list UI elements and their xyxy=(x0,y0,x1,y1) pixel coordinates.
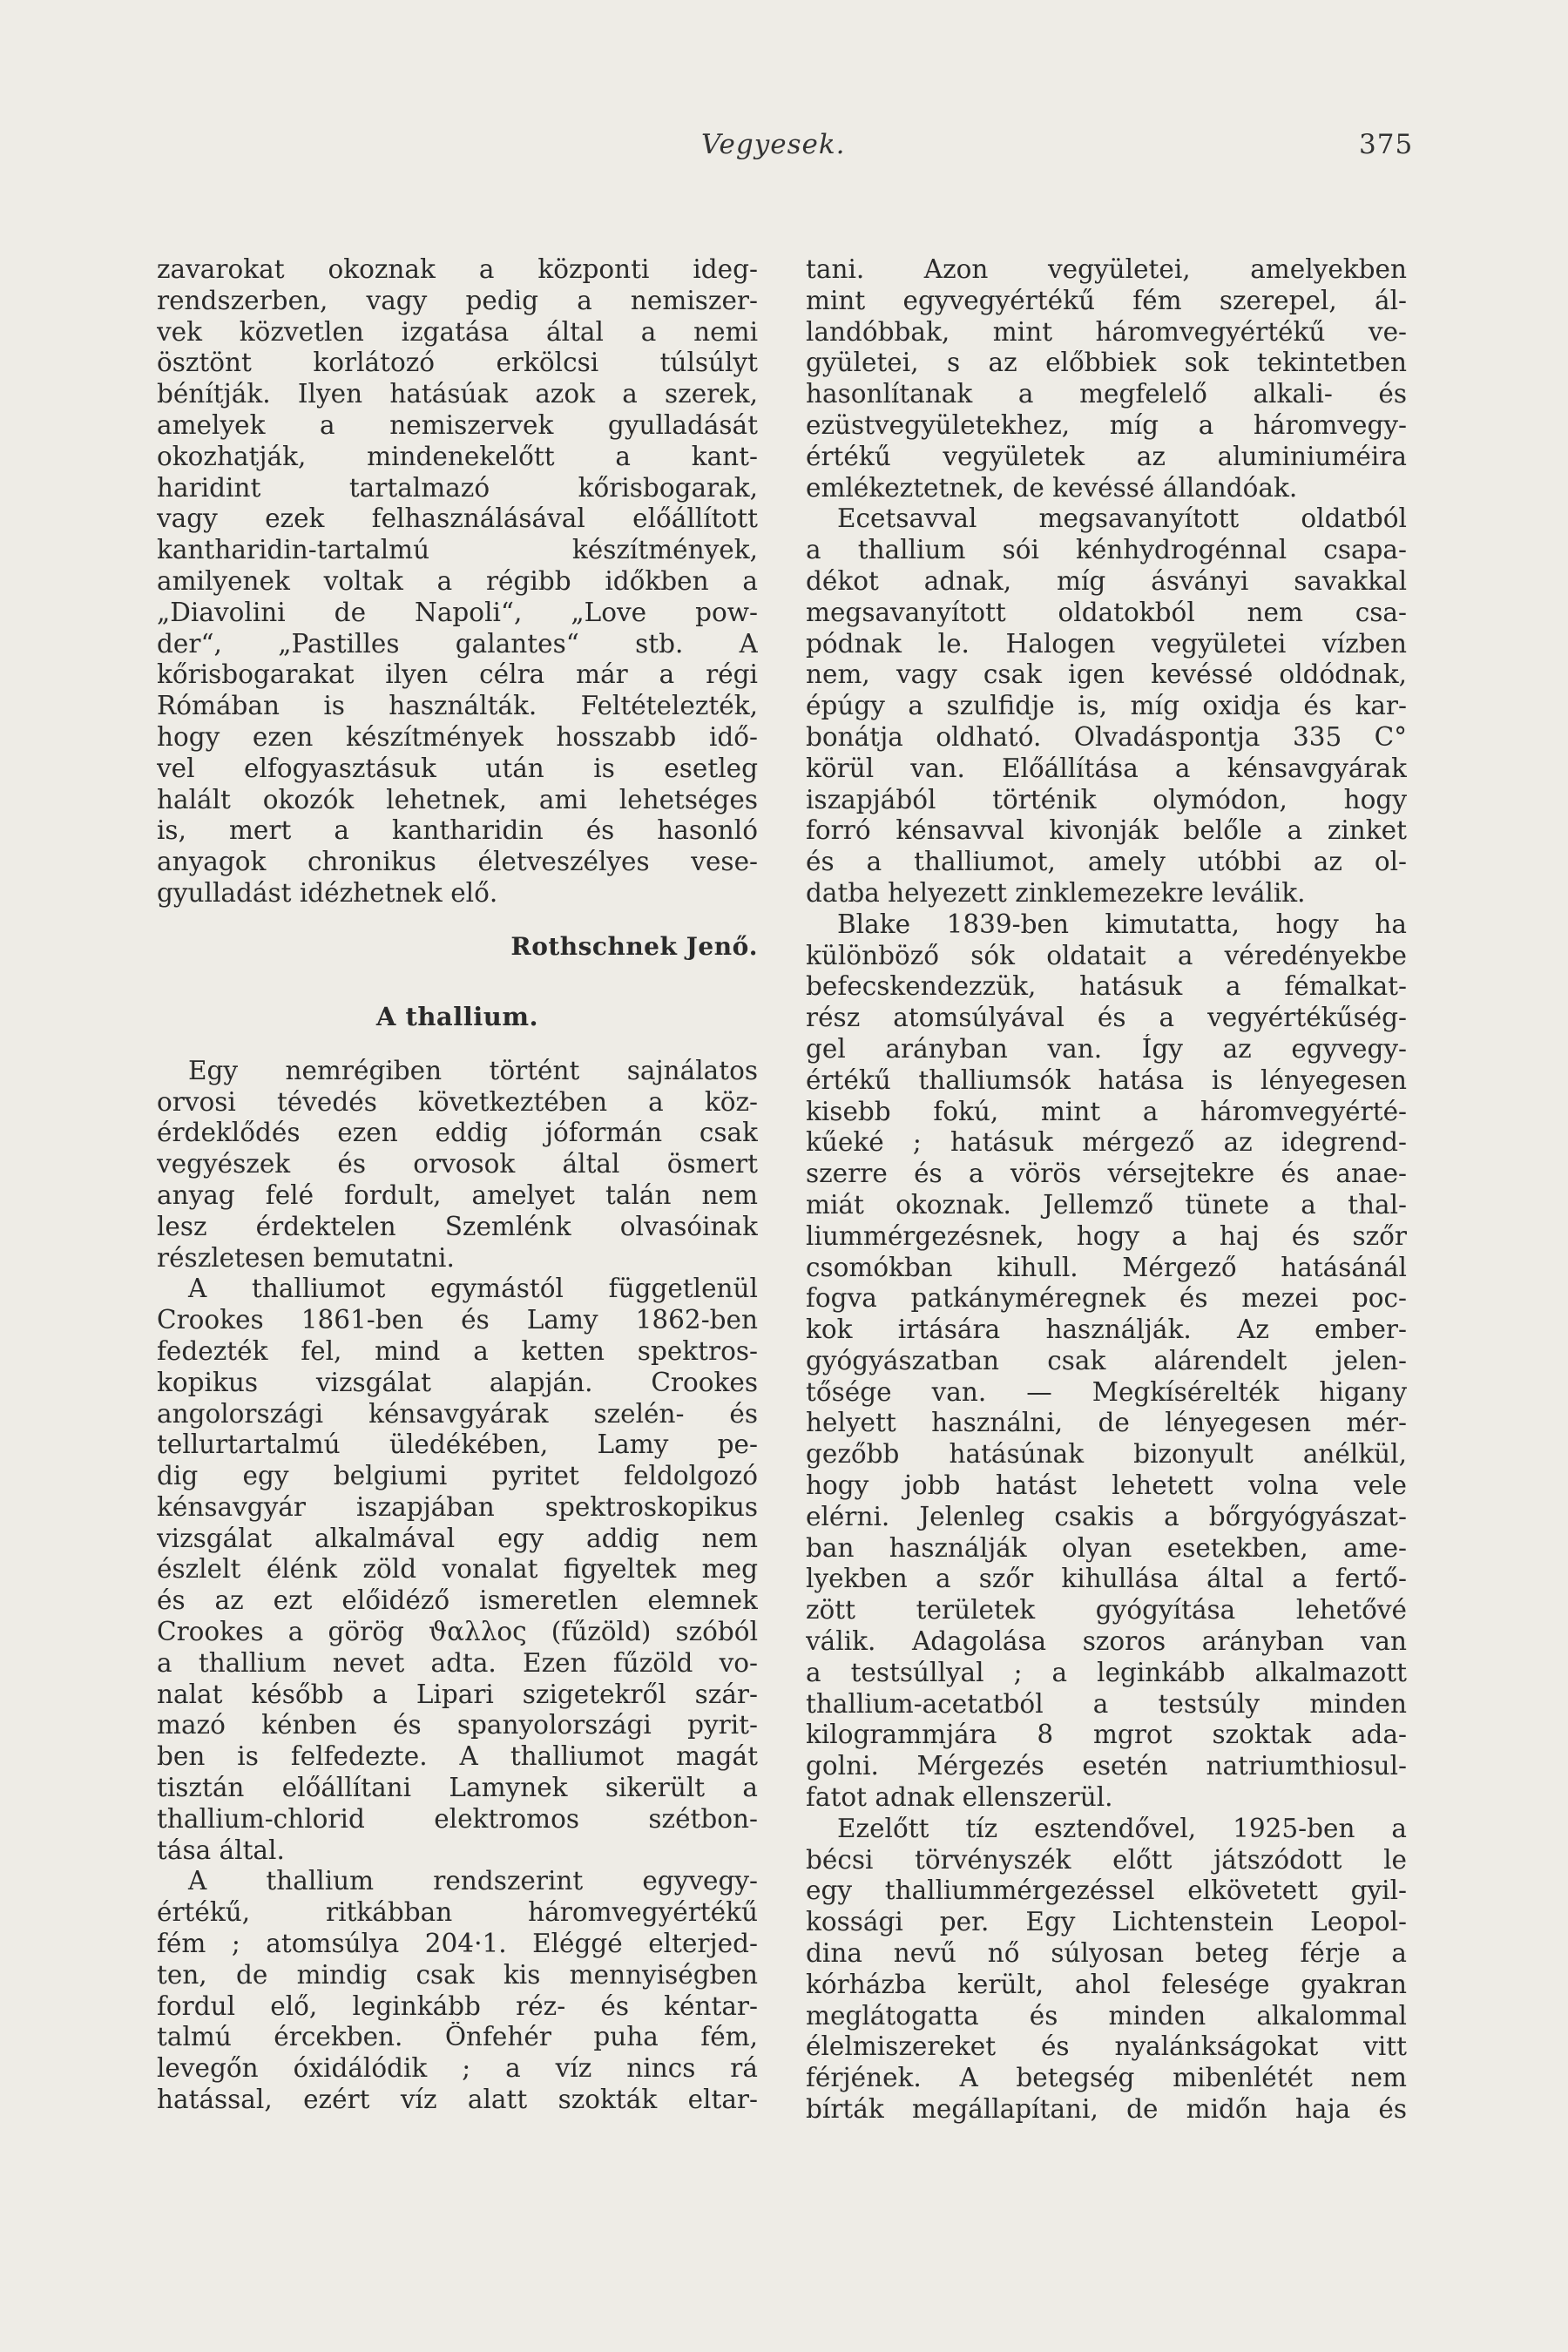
text-line: vagy ezek felhasználásával előállított xyxy=(157,504,758,534)
text-line: dina nevű nő súlyosan beteg férje a xyxy=(806,1938,1407,1969)
text-line: kilogrammjára 8 mgrot szoktak ada- xyxy=(806,1720,1407,1750)
text-line: hogy jobb hatást lehetett volna vele xyxy=(806,1470,1407,1501)
text-line: nalat később a Lipari szigetekről szár- xyxy=(157,1679,758,1709)
text-line: csomókban kihull. Mérgező hatásánál xyxy=(806,1252,1407,1282)
text-line: Rómában is használták. Feltételezték, xyxy=(157,691,758,721)
text-line: mazó kénben és spanyolországi pyrit- xyxy=(157,1710,758,1740)
paragraph xyxy=(157,1056,758,1274)
text-line: Blake 1839-ben kimutatta, hogy ha xyxy=(837,909,1407,939)
text-line: részletesen bemutatni. xyxy=(157,1242,455,1273)
text-line: befecskendezzük, hatásuk a fémalkat- xyxy=(806,971,1407,1002)
text-line: fordul elő, leginkább réz- és kéntar- xyxy=(157,1990,758,2021)
text-line: élelmiszereket és nyalánkságokat vitt xyxy=(806,2031,1407,2062)
text-line: kopikus vizsgálat alapján. Crookes xyxy=(157,1367,758,1397)
text-line: kénsavgyár iszapjában spektroskopikus xyxy=(157,1491,758,1522)
text-line: emlékeztetnek, de kevéssé állandóak. xyxy=(806,472,1298,503)
text-line: is, mert a kantharidin és hasonló xyxy=(157,815,758,846)
text-line: gyületei, s az előbbiek sok tekintetben xyxy=(806,348,1407,378)
text-line: vizsgálat alkalmával egy addig nem xyxy=(157,1523,758,1553)
text-line: értékű vegyületek az aluminiuméira xyxy=(806,441,1407,471)
text-line: gyulladást idézhetnek elő. xyxy=(157,877,498,908)
text-line: dig egy belgiumi pyritet feldolgozó xyxy=(157,1461,758,1491)
text-line: ezüstvegyületekhez, míg a háromvegy- xyxy=(806,409,1407,440)
text-line: dékot adnak, míg ásványi savakkal xyxy=(806,565,1407,596)
text-line: értékű thalliumsók hatása is lényegesen xyxy=(806,1064,1407,1095)
text-line: A thallium rendszerint egyvegy- xyxy=(188,1866,758,1896)
text-line: fedezték fel, mind a ketten spektros- xyxy=(157,1335,758,1366)
text-line: vek közvetlen izgatása által a nemi xyxy=(157,316,758,347)
text-line: válik. Adagolása szoros arányban van xyxy=(806,1626,1407,1657)
text-line: a thallium sói kénhydrogénnal csapa- xyxy=(806,535,1407,565)
text-line: meglátogatta és minden alkalommal xyxy=(806,2000,1407,2031)
text-line: haridint tartalmazó kőrisbogarak, xyxy=(157,472,758,503)
text-line: ösztönt korlátozó erkölcsi túlsúlyt xyxy=(157,348,758,378)
text-line: bénítják. Ilyen hatásúak azok a szerek, xyxy=(157,379,758,409)
text-line: miát okoznak. Jellemző tünete a thal- xyxy=(806,1189,1407,1220)
text-line: kórházba került, ahol felesége gyakran xyxy=(806,1969,1407,1999)
text-line: gel arányban van. Így az egyvegy- xyxy=(806,1033,1407,1064)
text-line: lyekben a szőr kihullása által a fertő- xyxy=(806,1564,1407,1594)
text-line: thallium-chlorid elektromos szétbon- xyxy=(157,1803,758,1834)
text-line: bonátja oldható. Olvadáspontja 335 C° xyxy=(806,721,1407,752)
text-line: datba helyezett zinklemezekre leválik. xyxy=(806,877,1306,908)
paragraph xyxy=(157,1274,758,1866)
text-line: kűeké ; hatásuk mérgező az idegrend- xyxy=(806,1127,1407,1158)
text-line: észlelt élénk zöld vonalat figyeltek meg xyxy=(157,1554,758,1585)
paragraph xyxy=(806,1814,1407,2126)
page-number: 375 xyxy=(1359,129,1414,160)
text-line: „Diavolini de Napoli“, „Love pow- xyxy=(157,597,758,627)
paragraph xyxy=(806,504,1407,909)
text-line: elérni. Jelenleg csakis a bőrgyógyászat- xyxy=(806,1501,1407,1531)
text-line: bécsi törvényszék előtt játszódott le xyxy=(806,1844,1407,1875)
text-line: és a thalliumot, amely utóbbi az ol- xyxy=(806,847,1407,877)
text-line: kok irtására használják. Az ember- xyxy=(806,1315,1407,1345)
text-line: iszapjából történik olymódon, hogy xyxy=(806,784,1407,814)
text-line: helyett használni, de lényegesen mér- xyxy=(806,1408,1407,1438)
paragraph xyxy=(806,909,1407,1814)
text-line: kossági per. Egy Lichtenstein Leopol- xyxy=(806,1907,1407,1937)
text-line: kőrisbogarakat ilyen célra már a régi xyxy=(157,659,758,690)
text-line: tősége van. — Megkísérelték higany xyxy=(806,1376,1407,1407)
text-line: vel elfogyasztásuk után is esetleg xyxy=(157,753,758,783)
text-line: és az ezt előidéző ismeretlen elemnek xyxy=(157,1585,758,1616)
text-line: hogy ezen készítmények hosszabb idő- xyxy=(157,721,758,752)
text-line: fogva patkányméregnek és mezei poc- xyxy=(806,1283,1407,1314)
text-line: landóbbak, mint háromvegyértékű ve- xyxy=(806,316,1407,347)
text-line: halált okozók lehetnek, ami lehetséges xyxy=(157,784,758,814)
text-line: különböző sók oldatait a véredényekbe xyxy=(806,940,1407,970)
text-line: anyagok chronikus életveszélyes vese- xyxy=(157,847,758,877)
text-line: lesz érdektelen Szemlénk olvasóinak xyxy=(157,1211,758,1241)
text-line: der“, „Pastilles galantes“ stb. A xyxy=(157,628,758,659)
text-line: hasonlítanak a megfelelő alkali- és xyxy=(806,379,1407,409)
text-line: zött területek gyógyítása lehetővé xyxy=(806,1595,1407,1625)
text-line: tisztán előállítani Lamynek sikerült a xyxy=(157,1773,758,1803)
text-line: zavarokat okoznak a központi ideg- xyxy=(157,254,758,284)
text-line: értékű, ritkábban háromvegyértékű xyxy=(157,1897,758,1928)
text-line: szerre és a vörös vérsejtekre és anae- xyxy=(806,1159,1407,1189)
text-line: levegőn óxidálódik ; a víz nincs rá xyxy=(157,2053,758,2084)
text-line: thallium-acetatból a testsúly minden xyxy=(806,1688,1407,1719)
text-line: liummérgezésnek, hogy a haj és szőr xyxy=(806,1220,1407,1251)
text-line: vegyészek és orvosok által ösmert xyxy=(157,1149,758,1179)
right-column xyxy=(806,254,1407,2126)
text-line: hatással, ezért víz alatt szokták eltar- xyxy=(157,2085,758,2115)
text-line: rész atomsúlyával és a vegyértékűség- xyxy=(806,1003,1407,1033)
text-line: kantharidin-tartalmú készítmények, xyxy=(157,535,758,565)
text-line: amelyek a nemiszervek gyulladását xyxy=(157,409,758,440)
text-line: Egy nemrégiben történt sajnálatos xyxy=(188,1055,758,1085)
text-line: ban használják olyan esetekben, ame- xyxy=(806,1532,1407,1563)
text-line: tani. Azon vegyületei, amelyekben xyxy=(806,254,1407,284)
text-line: kisebb fokú, mint a háromvegyérté- xyxy=(806,1096,1407,1126)
text-line: férjének. A betegség mibenlétét nem xyxy=(806,2063,1407,2093)
text-line: tása által. xyxy=(157,1835,285,1865)
text-line: ten, de mindig csak kis mennyiségben xyxy=(157,1959,758,1990)
paragraph xyxy=(157,254,758,909)
text-line: tellurtartalmú üledékében, Lamy pe- xyxy=(157,1429,758,1460)
text-line: ben is felfedezte. A thalliumot magát xyxy=(157,1741,758,1772)
paragraph xyxy=(157,1866,758,2115)
text-line: forró kénsavval kivonják belőle a zinket xyxy=(806,815,1407,846)
text-line: bírták megállapítani, de midőn haja és xyxy=(806,2094,1407,2125)
text-line: gezőbb hatásúnak bizonyult anélkül, xyxy=(806,1439,1407,1470)
text-line: angolországi kénsavgyárak szelén- és xyxy=(157,1398,758,1429)
text-line: pódnak le. Halogen vegyületei vízben xyxy=(806,628,1407,659)
text-line: Crookes 1861-ben és Lamy 1862-ben xyxy=(157,1305,758,1335)
text-line: mint egyvegyértékű fém szerepel, ál- xyxy=(806,285,1407,315)
text-line: a testsúllyal ; a leginkább alkalmazott xyxy=(806,1657,1407,1687)
text-line: megsavanyított oldatokból nem csa- xyxy=(806,597,1407,627)
author-signature: Rothschnek Jenő. xyxy=(510,931,758,961)
text-line: épúgy a szulfidje is, míg oxidja és kar- xyxy=(806,691,1407,721)
text-line: anyag felé fordult, amelyet talán nem xyxy=(157,1179,758,1210)
text-line: körül van. Előállítása a kénsavgyárak xyxy=(806,753,1407,783)
left-column xyxy=(157,254,758,2116)
text-line: Crookes a görög ϑαλλος (fűzöld) szóból xyxy=(157,1617,758,1647)
running-title: Vegyesek. xyxy=(701,129,846,160)
text-line: orvosi tévedés következtében a köz- xyxy=(157,1086,758,1117)
text-line: érdeklődés ezen eddig jóformán csak xyxy=(157,1118,758,1148)
text-line: rendszerben, vagy pedig a nemiszer- xyxy=(157,285,758,315)
text-line: nem, vagy csak igen kevéssé oldódnak, xyxy=(806,659,1407,690)
text-line: talmú ércekben. Önfehér puha fém, xyxy=(157,2022,758,2052)
text-line: a thallium nevet adta. Ezen fűzöld vo- xyxy=(157,1647,758,1678)
paragraph xyxy=(806,254,1407,504)
text-line: Ezelőtt tíz esztendővel, 1925-ben a xyxy=(837,1813,1407,1843)
text-line: okozhatják, mindenekelőtt a kant- xyxy=(157,441,758,471)
text-line: fatot adnak ellenszerül. xyxy=(806,1782,1113,1813)
text-line: gyógyászatban csak alárendelt jelen- xyxy=(806,1345,1407,1375)
text-line: A thalliumot egymástól függetlenül xyxy=(188,1274,758,1304)
text-line: fém ; atomsúlya 204·1. Eléggé elterjed- xyxy=(157,1929,758,1959)
section-heading: A thallium. xyxy=(375,1001,539,1031)
text-line: amilyenek voltak a régibb időkben a xyxy=(157,565,758,596)
text-line: Ecetsavval megsavanyított oldatból xyxy=(837,504,1407,534)
text-line: egy thalliummérgezéssel elkövetett gyil- xyxy=(806,1876,1407,1906)
text-line: golni. Mérgezés esetén natriumthiosul- xyxy=(806,1751,1407,1781)
